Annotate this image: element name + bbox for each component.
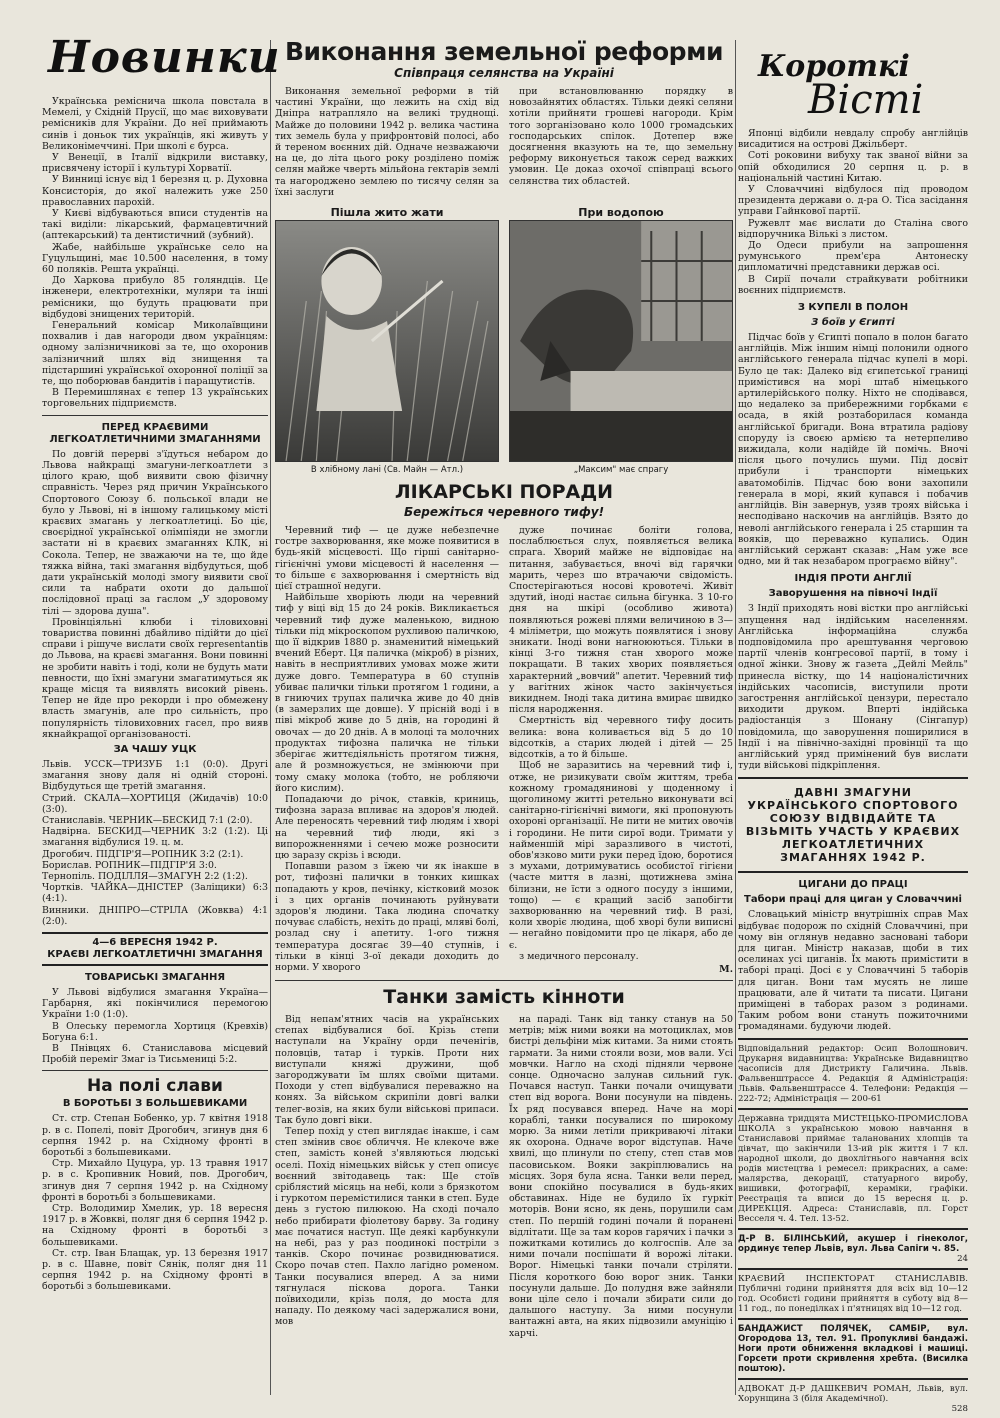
photo-title: При водопою: [578, 206, 664, 220]
friendly-heading: ТОВАРИСЬКІ ЗМАГАННЯ: [84, 972, 226, 984]
captive-text: Підчас боїв у Єгипті попало в полон багато англійців. Між іншим німці полонили одного англійського генерала підчас купелі в морі. Було це так: Далеко від єгипетської границі примістився на морі штаб німецького артилерійського полку. Ніхто не сподівався, що недалеко за прибережними горбками є осада, в якій розтаборилася команда англійської бригади. Вона втратила радіову споруду із своєю армією та нетерпеливо вижидала, коли надійде їй помічь. Вночі після цього почулись шуми. Під досвіт прибули і транспорти німецьких аватомобілів. Підчас бою вони захопили генерала в морі, який купався і побачив англійців. Він завернув, узяв троях війська і несподівано наскочив на англійців. Взято до неволі англійського генерала і 25 старшин та вояків, що переважно купались. Один англійський сержант сказав: „Нам уже все одно, ми й так незабаром програємо війну".: [738, 332, 968, 568]
photo-caption: В хлібному лані (Св. Майн — Атл.): [310, 465, 464, 476]
meet-dates: 4—6 ВЕРЕСНЯ 1942 Р.: [92, 937, 218, 949]
cup-result: Стрий. СКАЛА—ХОРТИЦЯ (Жидачів) 10:0 (3:0).: [42, 792, 268, 815]
reform-article: [275, 86, 733, 198]
center-column: [275, 36, 733, 1401]
news-item: В Перемишлянах є тепер 13 українських торговельних підприємств.: [42, 387, 268, 410]
divider: [42, 1070, 268, 1071]
tanks-paragraph: Тепер похід у степ виглядає інакше, і сам степ змінив своє обличчя. Не клекоче вже степ, замість коней з'являються людські оселі. Похід німецьких військ у степ описує воєнний звітодавець так: Ще стоїв сріблястий місяць на небі, коли з брязкотом і гуркотом перемістилися танки в степ. Буде день з густою пилюкою. На сході почало небо прибирати фіолетову барву. За годину має початися наступ. Ще деякі карбункули на небі, раз у раз поодинокі постріли з танків. Скоро починає розвиднюватися. Скоро почав степ. Пахло лагідно ромeном. Танки посувалися вперед. А за ними тягнулася піскова дорога. Танки поївиходили, крізь поля, до моста для нападу. По деякому часі задержалися вони, мов: [275, 1125, 499, 1328]
column-divider: [270, 40, 271, 1395]
short-news-item: До Одеси прибули на запрошення румунського прем'єра Антонеску дипломатичні представники держав осі.: [738, 240, 968, 274]
friendly-result: В Олеську перемогла Хортиця (Кревхів) Богуна 6:1.: [42, 1020, 268, 1043]
tanks-column: [509, 1014, 733, 1339]
gypsy-subtitle: Табори праці для циган у Словаччині: [744, 894, 962, 906]
news-item: До Харкова прибуло 85 голяндців. Це інженери, електротехніки, муляри та інші ремісники, що будуть працювати при відбудові знищених територій.: [42, 275, 268, 320]
cup-result: Винники. ДНІПРО—СТРІЛА (Жовква) 4:1 (2:0).: [42, 904, 268, 927]
photo-title: Пішла жито жати: [330, 206, 444, 220]
lawyer-ad: [738, 1378, 968, 1418]
lawyer-ad-number: 528: [951, 1403, 968, 1414]
tanks-column: [275, 1014, 499, 1339]
doctor-ad-number: 24: [957, 1253, 968, 1264]
column-divider: [735, 40, 736, 1395]
left-column: [42, 32, 281, 1401]
captive-subtitle: З боїв у Єгипті: [811, 317, 895, 329]
inspector-ad-text: КРАЄВИЙ ІНСПЕКТОРАТ СТАНИСЛАВІВ. Публичні години прийняття для всіх від 10—12 год. Особисті години прийняття в суботу від 8—11 год., по понеділках і п'ятницях від 10—12 год.: [738, 1273, 968, 1314]
friendly-result: У Львові відбулися змагання Україна—Гарбарня, які покінчилися перемогою України 1:0 (1:0).: [42, 987, 268, 1021]
novynky-masthead: Новинки: [48, 32, 281, 83]
tanks-article: [275, 1014, 733, 1339]
news-item: У Києві відбуваються вписи студентів на такі виділи: лікарський, фармацевтичний (аптекарський) та дентистичний (зубний).: [42, 208, 268, 242]
health-paragraph: Попавши разом з їжею чи як інакше в рот, тифозні палички в тонких кишках попадають у кров, печінку, кістковий мозок і з цих органів починають руйнувати здоров'я людини. Така людина спочатку почуває слабість, нехіть до праці, мляві болі, розлад сну і апетиту. 1-ого тижня температура досягає 39—40 ступнів, і тільки в кінці 3-ої декади доходить до норми. У хворого: [275, 861, 499, 973]
friendly-results: [42, 987, 268, 1065]
imprint: [738, 1038, 968, 1108]
wheat-girl-photo: [275, 220, 499, 462]
short-news-item: Соті роковини вибуху так званої війни за опій обходилися 20 серпня ц. р. в національній частині Китаю.: [738, 150, 968, 184]
glory-entry: Стр. Володимир Хмелик, ур. 18 вересня 1917 р. в Жовкві, поляг дня 6 серпня 1942 р. на Східному фронті в боротьбі з большевиками.: [42, 1203, 268, 1248]
cup-heading: ЗА ЧАШУ УЦК: [113, 743, 197, 755]
bandage-ad-text: БАНДАЖИСТ ПОЛЯЧЕК, САМБІР, вул. Огородова 13, тел. 91. Пропукливі бандажі. Ноги проти обниження вкладкові і машиці. Горсети проти скривлення хребта. (Висилка поштою).: [738, 1323, 968, 1374]
photo-row: [275, 206, 733, 475]
visti-masthead: Вісті: [808, 77, 924, 123]
short-news-item: Ружевлт має вислати до Сталіна свого відпоручника Вількі з листом.: [738, 217, 968, 240]
health-paragraph: з медичного персоналу.: [519, 950, 639, 962]
photo-caption: „Максим" має спрагу: [573, 465, 669, 476]
health-paragraph: Найбільше хворіють люди на черевний тиф у віці від 15 до 24 років. Викликається черевний тиф дуже маленькою, видною тільки під мікроскопом рухливою паличкою, що її відкрив 1880 р. знаменитий німецький вчений Еберт. Ця паличка (мікроб) в різних, навіть в несприятливих умовах може жити дуже довго. Температура в 60 ступнів убиває палички тільки протягом 1 години, а в гниючих трупах паличка живе до 40 днів (в замерзлих ще довше). У прісній воді і в піві мікроб живе до 5 днів, на городині й овочах — до 20 днів. А в молоці та молочних продуктах тифозна паличка не тільки зберігає життєдіяльність протягом тижня, але й розмножується, не змінюючи при тому смаку молока (тобто, не робляючи його кислим).: [275, 592, 499, 794]
doctor-ad-text: Д-Р В. БІЛІНСЬКИЙ, акушер і гінеколог, ординує тепер Львів, вул. Льва Сапіги ч. 85.: [738, 1233, 968, 1254]
news-item: Генеральний комісар Миколаївщини похвалив і дав нагороди двом українцям: одному залізничникові за те, що охоронив залізничний шлях від знищення та підстаршині української охоронної поліції за те, що поборював бандитів і паращутистів.: [42, 320, 268, 388]
captive-title: З КУПЕЛІ В ПОЛОН: [797, 302, 909, 314]
news-item: Українська ремісничa школа повстала в Мемелі, у Східній Прусії, що має виховувати ремісників для України. До неї приймають синів і доньок тих українців, які живуть у Великонімеччині. При школі є бурса.: [42, 96, 268, 152]
photo-block: [509, 206, 733, 475]
doctor-ad: [738, 1228, 968, 1268]
short-news-item: В Сирії почали страйкувати робітники воєнних підприємств.: [738, 273, 968, 296]
glory-subtitle: В БОРОТЬБІ З БОЛЬШЕВИКАМИ: [62, 1098, 248, 1110]
cup-result: Львів. УССК—ТРИЗУБ 1:1 (0:0). Другі змагання знову даля ні одній стороні. Відбудуться ще третій змагання.: [42, 758, 268, 793]
sport-article: [42, 449, 268, 740]
short-news-item: Японці відбили невдалу спробу англійців висадитися на острові Джільберт.: [738, 128, 968, 151]
tanks-paragraph: Від непам'ятних часів на українських степах відбувалися бої. Крізь степи наступали на Україну орди печенігів, половців, татар і турків. Проти них виступали княжі дружини, щоб загороджувати їм шлях своїми щитами. Походи у степ відбувалися переважно на конях. За військом скрипіли довгі валки телег-возів, на яких були військові припаси. Так було довгі віки.: [275, 1013, 499, 1126]
sport-callout: ДАВНІ ЗМАГУНИ УКРАЇНСЬКОГО СПОРТОВОГО СОЮЗУ ВІДВІДАЙТЕ ТА ВІЗЬМІТЬ УЧАСТЬ У КРАЄВИХ ЛЕГКОАТЛЕТИЧНИХ ЗМАГАННЯХ 1942 Р.: [745, 786, 961, 865]
health-paragraph: Попадаючи до річок, ставків, криниць, тифозна зараза впливає на здоров'я людей. Але переносять черевний тиф людям і хворі на черевний тиф люди, які з випорожненнями і сечею може розносити цю заразу скрізь і всюди.: [275, 793, 499, 861]
health-column: [275, 525, 499, 975]
india-text: З Індії приходять нові вістки про англійські зпущення над індійським населенням. Англійська інформаційна служба подповідомила про арештування черговою партії членів конгресової партії, в тому і одної жінки. Знову ж газета „Дейлі Мейль" принесла вістку, що 14 націоналістичних індійських часописів, виступили проти загострення англійської цензури, перестало виходити друком. Вперті індійська радіостанція з Шонану (Сінгапур) повідомила, що заворушення поширилися в Індії і на північно-західні провінції та що англійський уряд примінений був вислати туди військові підкріплення.: [738, 603, 968, 772]
right-column: [738, 36, 968, 1414]
meet-banner: [42, 932, 268, 966]
health-article: [275, 525, 733, 975]
glory-title: На полі слави: [87, 1076, 223, 1097]
health-title: ЛІКАРСЬКІ ПОРАДИ: [394, 481, 614, 504]
lawyer-ad-text: АДВОКАТ Д-Р ДАШКЕВИЧ РОМАН, Львів, вул. Хорунщина 3 (біля Академічної).: [738, 1383, 968, 1404]
cup-result: Борислав. РОПНИК—ПІДГІР'Я 3:0.: [42, 859, 217, 871]
health-subtitle: Бережіться черевного тифу!: [403, 505, 605, 520]
gypsy-title: ЦИГАНИ ДО ПРАЦІ: [798, 879, 908, 891]
health-paragraph: Смертність від черевного тифу досить велика: вона коливається від 5 до 10 відсотків, а старих людей і дітей — 25 відсотків, а то й більше.: [509, 715, 733, 761]
cup-result: Надвірна. БЕСКИД—ЧЕРНИК 3:2 (1:2). Ці змагання відбулися 19. ц. м.: [42, 826, 268, 849]
short-news-item: У Словаччині відбулося під проводом президента держави о. д-ра О. Тіса засідання управи Гайнкової партії.: [738, 184, 968, 218]
sport-paragraph: Провінціяльні клюби і тіловиховні товариства повинні дбайливо підійти до цієї справи і рішуче вислати своїх representantів до Львова, на краєві змагання. Вони повинні не зробити навіть і тоді, коли не будуть мати певности, що їхні змагуни змагатимуться як краще місця та виявлять високий рівень. Тепер не йде про рекорди і про обмежену власть змагунів, але про сильність, про популярність тіловиховних гасел, про вияв якнайкращої організованості.: [42, 616, 268, 740]
imprint-text: Відповідальний редактор: Осип Волошнович. Друкарня видавництва: Українське Видавництво часописів для Дистрикту Галичина. Львів. Фальвенштрассе 4. Редакція й Адміністрація: Львів. Фальвенштрассе 4. Телефони: Редакція — 222-72; Адміністрація — 200-61: [738, 1043, 968, 1104]
divider: [275, 980, 733, 981]
health-paragraph: Щоб не заразитись на черевний тиф і, отже, не ризикувати своїм життям, треба кожному громадянинові у щоденному і щоголиному житті ретельно виконувати всі санітарно-гігієнічні вимоги, які пропонують охороні організації. Не пити не митих овочів і городини. Не пити сирої води. Тримати у найменшій мірі заразливого в чистоті, обов'язково мити руки перед їдою, боротися з мухами, дотримуватись особистої гігієни (часте миття в лазні, щотижнева зміна білизни, не їсти з одного посуду з іншими, тощо) — є кращий засіб запобігти захворюванню на черевний тиф. В разі, коли хворіє людина, щоб хворі були виписні — негайно повідомити про це лікаря, або де є.: [509, 760, 733, 951]
short-news-list: [738, 128, 968, 296]
reform-subtitle: Співпраця селянства на Україні: [394, 66, 614, 80]
glory-list: [42, 1113, 268, 1292]
tanks-paragraph: на параді. Танк від танку станув на 50 метрів; між ними вояки на мотоциклах, мов бистрі дельфіни між китами. За ними стоять гармати. За ними стояли вози, мов вали. Усі мовчки. Нагло на сході підняли червоне сонце. Одночасно залунав сильний гук. Почався наступ. Танки почали очищувати степ від ворога. Вони посунули на південь. Їх ряд посувався вперед. Наче на морі кораблі, танки посувалися по широкому морю. За ними летіли прикриваючі літаки як охорона. Одначе ворог відступав. Наче хвилі, що плинули по степу, степ став мов пасовиськом. Вояки закріплювались на місцях. Зоря була ясна. Танки вели перед, вони спокійно посувалися в будь-яких обставинах. Ніде не будило їх гуркіт моторів. Вони ясно, як день, порушили сам степ. По першій годині почали й поранені відлітати. Ще за там коров гарячих і пачки з пожитками котились до колгоспів. Але за ними почали поспішати й ворожі літаки. Ворог. Німецькі танки почали стріляти. Після короткого бою ворог зник. Танки посунули дальше. До полудня вже зайняли вони ціле село і почали збирати сили до дальшого наступу. За ними посунули вантажні авта, на яких підвозили амуніцію і харчі.: [509, 1013, 733, 1339]
glory-entry: Ст. стр. Степан Бобенко, ур. 7 квітня 1918 р. в с. Попелі, повіт Дрогобич, згинув дня 6 серпня 1942 р. на Східному фронті в боротьбі з большевиками.: [42, 1113, 268, 1159]
india-subtitle: Заворушення на півночі Індії: [768, 588, 938, 600]
reform-title: Виконання земельної реформи: [284, 37, 724, 66]
cup-results: [42, 759, 268, 927]
news-item: У Венеції, в Італії відкрили виставку, присвячену історії і культурі Хорватії.: [42, 152, 268, 175]
divider: [42, 415, 268, 416]
reform-text: Виконання земельної реформи в тій частині України, що лежить на схід від Дніпра натрапляло на великі труднощі. Майже до половини 1942 р. велика частина тих земель була у прифронтовій полосі, або й тереном воєнних дій. Одначе незважаючи на це, до літа цього року розділено поміж селян майже чверть мільйона гектарів землі та нагороджено землею по тисячу селян за їхні заслуги: [275, 86, 499, 198]
news-item: У Винниці існує від 1 березня ц. р. Духовна Консисторія, до якої належить уже 250 православних парохій.: [42, 174, 268, 208]
news-list: [42, 96, 268, 410]
friendly-result: В Пнівцях 6. Станиславова місцевий Пробій переміг Змаг із Тисьмениці 5:2.: [42, 1043, 268, 1066]
school-ad: [738, 1108, 968, 1228]
health-signature: М.: [719, 963, 733, 975]
school-ad-text: Державна тридцята МИСТЕЦЬКО-ПРОМИСЛОВА ШКОЛА з українською мовою навчання в Станиславові приймає таланованих хлопців та дівчат, що закінчили 13-ий рік життя і 7 кл. народної школи, до двохлітнього навчання всіх родів мистецтва і ремесел: прикрасних, а саме: малярства, декорації, статуарного виробу, вишивки, фотографії, кераміки, графіки. Реєстрація та вписи до 15 вересня ц. р. ДИРЕКЦІЯ. Адреса: Станиславів, пл. Горст Весселя ч. 4. Тел. 13-52.: [738, 1113, 968, 1224]
cup-result: Станиславів. ЧЕРНИК—БЕСКИД 7:1 (2:0).: [42, 814, 253, 826]
gypsy-text: Словацький міністр внутрішніх справ Мах відбуває подорож по східній Словаччині, при чому він оглянув недавно засновані табори для циган. Міністр наказав, щоби в тих оселинах усі циганів. Їх мають примістити в таборі праці. Досі є у Словаччині 5 таборів для циган. Вони там мусять не лише працювати, але й читати та писати. Цигани приміщені в таборах разом з родинами. Таким робом вони стануть пожиточними громадянами. будуючи людей.: [738, 909, 968, 1033]
photo-block: [275, 206, 499, 475]
sport-callout-box: [738, 777, 968, 873]
glory-entry: Стр. Михайло Цуцура, ур. 13 травня 1917 р. в с. Кропивник Новий, пов. Дрогобич, згинув дня 7 серпня 1942 р. на Східному фронті в боротьбі з большевиками.: [42, 1158, 268, 1203]
tanks-title: Танки замість кінноти: [383, 985, 625, 1008]
cup-result: Чортків. ЧАЙКА—ДНІСТЕР (Заліщики) 6:3 (4:1).: [42, 882, 268, 905]
health-column: [509, 525, 733, 975]
cup-result: Тернопіль. ПОДІЛЛЯ—ЗМАГУН 2:2 (1:2).: [42, 871, 248, 882]
sport-paragraph: По довгій перерві з'їдуться небаром до Львова найкращі змагуни-легкоатлети з цілого краю, щоб виявити свою фізичну справність. Через ряд причин Українського Спортового Союзу б. польської влади не було у Львові, ні в іншому галицькому місті краєвих змагань у легкоатлетиці. Бо ціє, своєрідної української олімпіяди не змогли застати ні в краєвих змаганнях КЛК, ні Сокола. Тепер, не зважаючи на те, що йде тяжка війна, такі змагання відбудуться, щоб дати українській молоді змогу виявити свої сили та набрати охоти до дальшої послідовної праці за гаслом „У здоровому тілі — здорова душа".: [42, 448, 268, 617]
bandage-ad: [738, 1318, 968, 1378]
korotki-masthead: Короткі: [758, 49, 910, 84]
health-paragraph: Черевний тиф — це дуже небезпечне гостре захворювання, яке може появитися в будь-якій місцевості. Що гірші санітарно-гігієнічні умови місцевості й населення — то більше є захворювання і смертність від цієї страшної недуги.: [275, 525, 499, 593]
health-paragraph: дуже починає боліти голова, послаблюється слух, появляється велика спрага. Хворий майже не відповідає на питання, забувається, вночі від гарячки марить, через шо втрачаючи свідомість. Спостерігаються носові кровотечі. Живіт здутий, іноді настає сильна бігунка. З 10-го дня на шкірі (особливо живота) появляються рожеві плями величиною в 3—4 міліметри, що можуть появлятися і знову зникати. Іноді вони нагноюються. Тільки в кінці 3-го тижня стан хворого може покращати. В таких хворих появляється характерний „вовчий" апетит. Черевний тиф у вагітних жінок часто закінчується викиднем. Іноді така дитина вмирає швидко після народження.: [509, 525, 733, 716]
reform-text: при встановлюванню порядку в новозайнятих областях. Тільки деякі селяни хотіли прийняти грошеві нагороди. Крім того зорганізовано коло 1000 громадських господарських спілок. Дотепер вже досягнення вказують на те, що земельну реформу виконується також серед важких умовин. Це доказ охочої співпраці всього селянства тих областей.: [509, 86, 733, 187]
glory-entry: Ст. стр. Іван Блащак, ур. 13 березня 1917 р. в с. Шавне, повіт Сянік, поляг дня 11 серпня 1942 р. на Східному фронті в боротьбі з большевиками.: [42, 1247, 268, 1293]
cup-result: Дрогобич. ПІДГІР'Я—РОПНИК 3:2 (2:1).: [42, 848, 244, 860]
india-title: ІНДІЯ ПРОТИ АНГЛІЇ: [794, 573, 912, 585]
news-item: Жабе, найбільше українське село на Гуцульщині, має 10.500 населення, в тому 60 поляків. Решта українці.: [42, 241, 268, 276]
sport-heading: ПЕРЕД КРАЄВИМИ ЛЕГКОАТЛЕТИЧНИМИ ЗМАГАННЯМИ: [49, 421, 261, 445]
meet-title: КРАЄВІ ЛЕГКОАТЛЕТИЧНІ ЗМАГАННЯ: [47, 949, 263, 961]
inspector-ad: [738, 1268, 968, 1318]
horse-drinking-photo: [509, 220, 733, 462]
